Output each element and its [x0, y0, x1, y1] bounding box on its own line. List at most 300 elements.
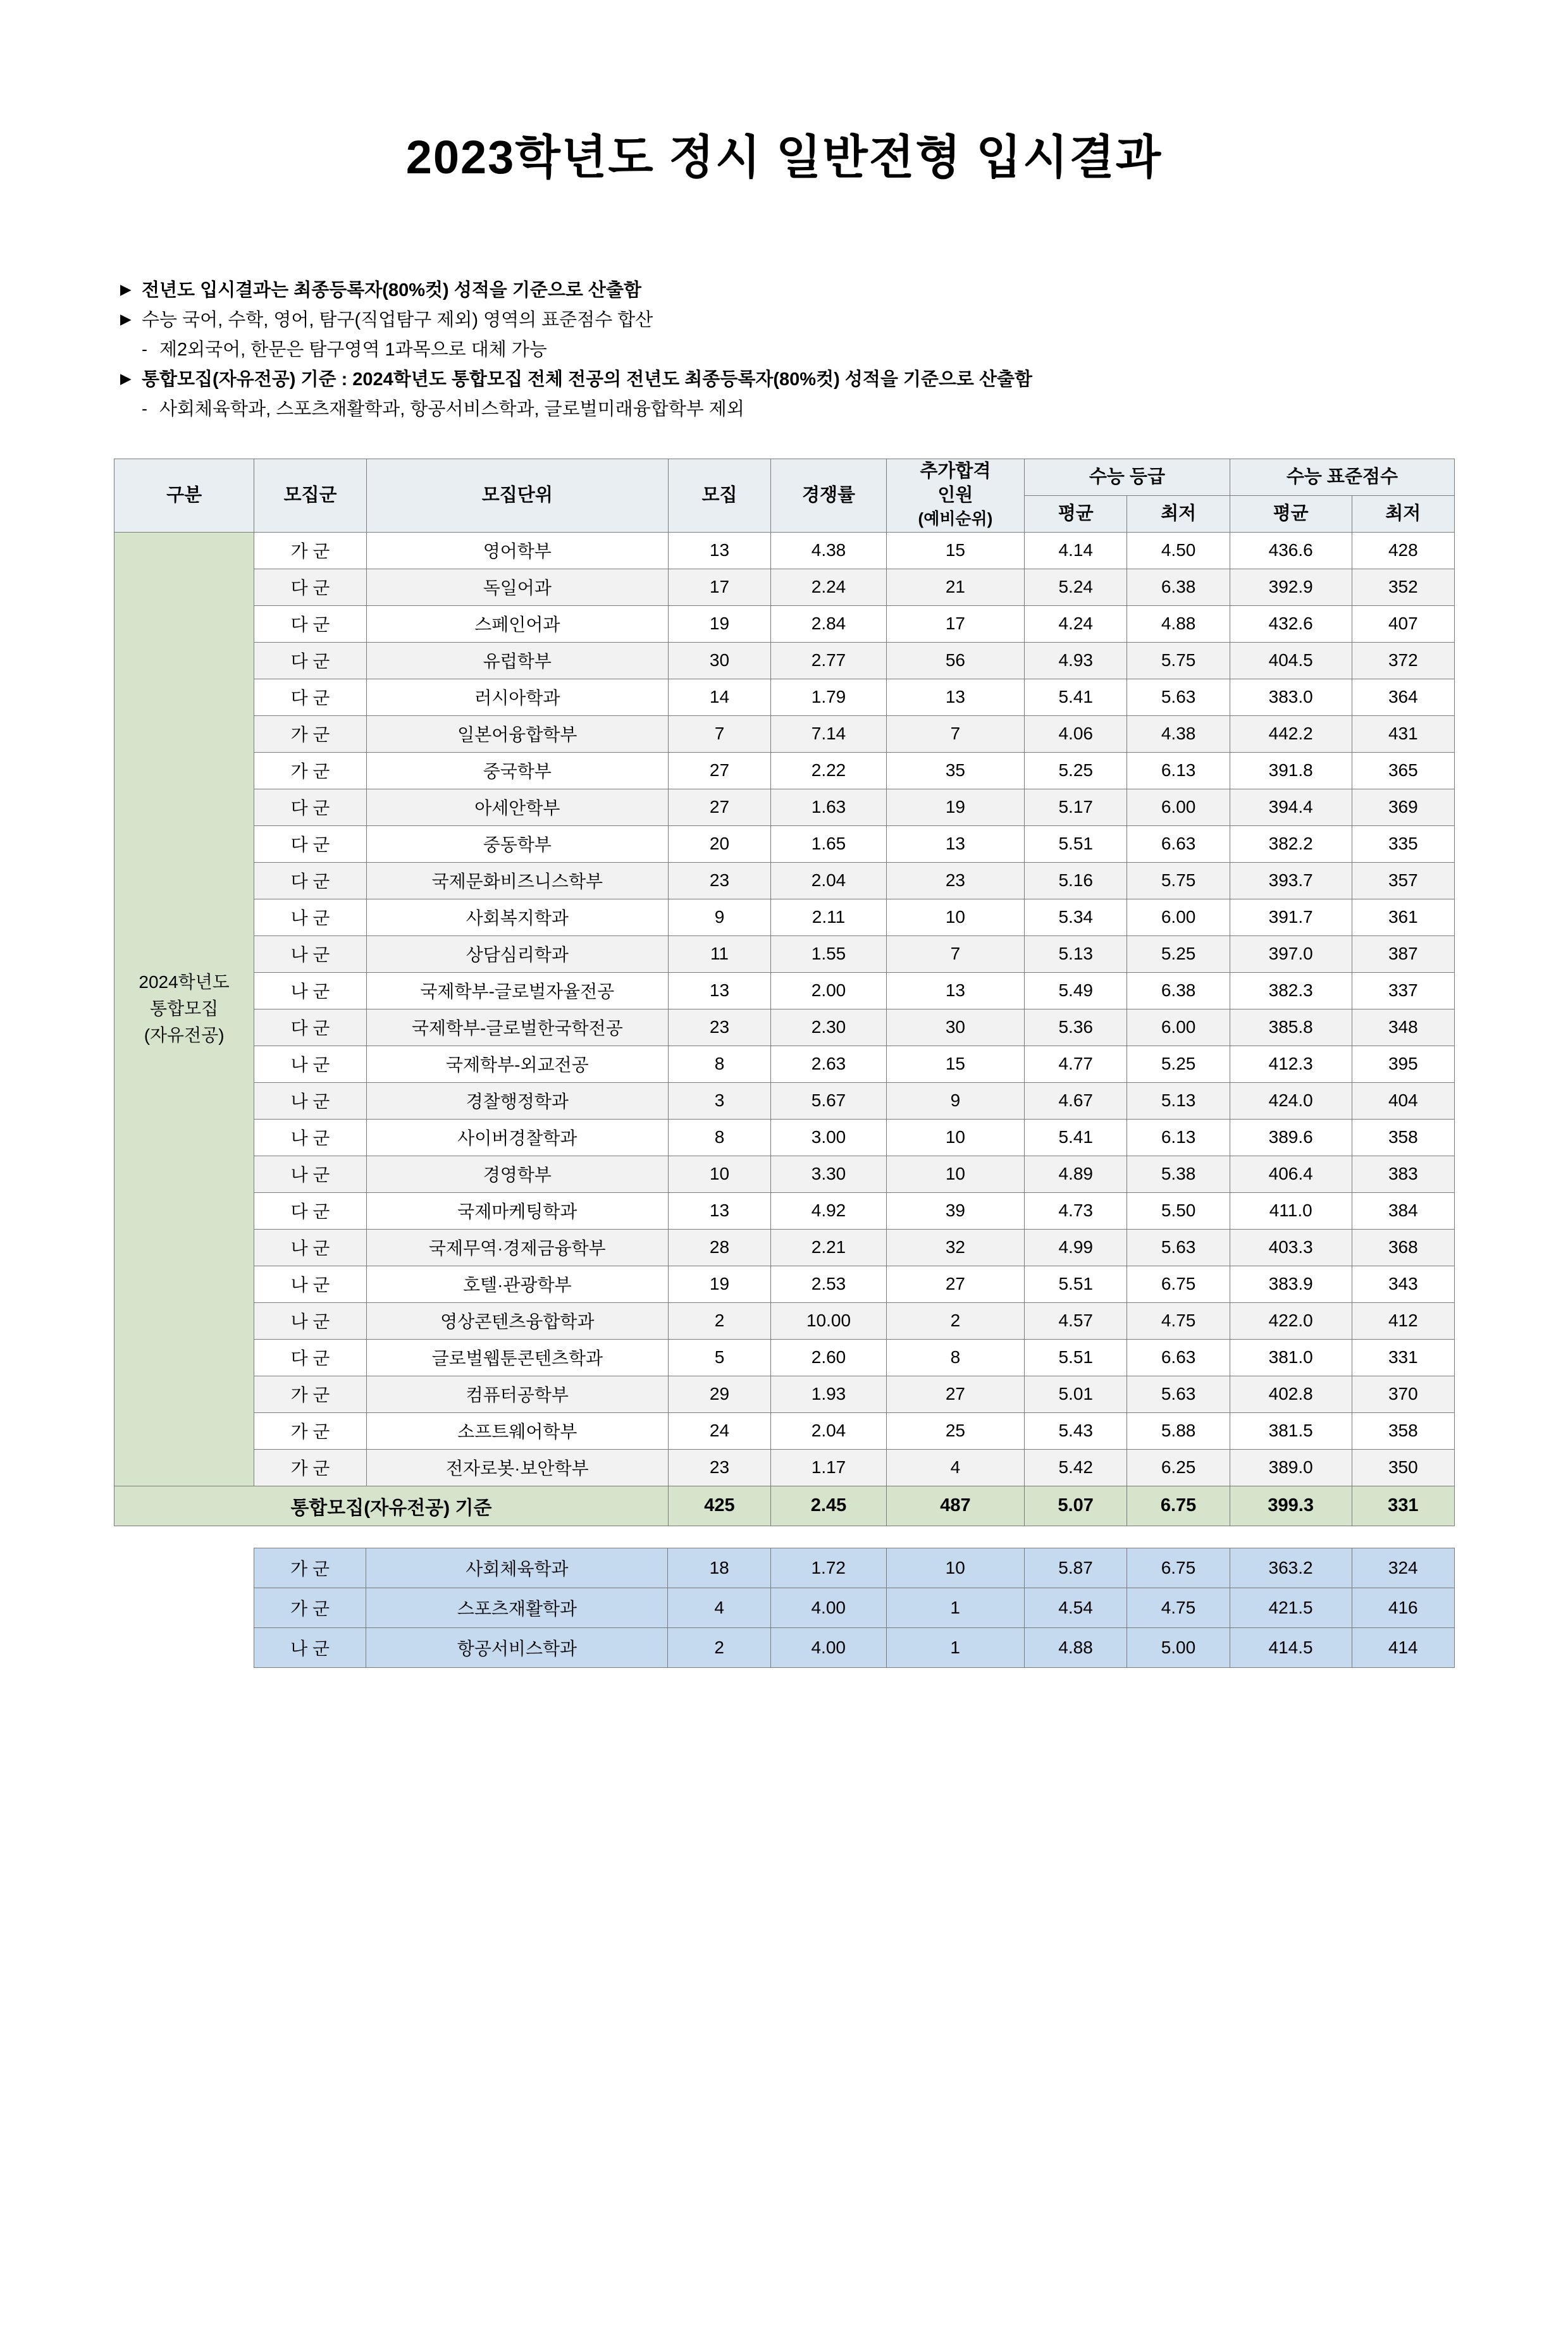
extra-cell: 1: [886, 1588, 1024, 1627]
score-min-cell: 384: [1352, 1192, 1454, 1229]
unit-cell: 유럽학부: [366, 642, 668, 679]
group-cell: 나 군: [254, 972, 367, 1009]
group-cell: 다 군: [254, 1009, 367, 1046]
unit-cell: 상담심리학과: [366, 935, 668, 972]
grade-min-cell: 6.63: [1127, 1339, 1230, 1376]
grade-avg-cell: 5.51: [1025, 1339, 1127, 1376]
table-row: [114, 1266, 1455, 1302]
recruit-cell: 23: [668, 1449, 770, 1486]
unit-cell: 일본어융합학부: [366, 715, 668, 752]
grade-avg-cell: 5.13: [1025, 935, 1127, 972]
table-row: [114, 1339, 1455, 1376]
total-score-min: 331: [1352, 1486, 1454, 1526]
unit-cell: 독일어과: [366, 569, 668, 605]
grade-avg-cell: 5.24: [1025, 569, 1127, 605]
score-avg-cell: 421.5: [1230, 1588, 1352, 1627]
table-row: [114, 1156, 1455, 1192]
score-avg-cell: 383.0: [1230, 679, 1352, 715]
grade-min-cell: 4.50: [1127, 532, 1230, 569]
unit-cell: 사회체육학과: [366, 1548, 668, 1588]
recruit-cell: 27: [668, 789, 770, 825]
grade-min-cell: 5.75: [1127, 862, 1230, 899]
score-min-cell: 395: [1352, 1046, 1454, 1082]
rate-cell: 4.00: [770, 1588, 886, 1627]
score-min-cell: 350: [1352, 1449, 1454, 1486]
score-avg-cell: 391.8: [1230, 752, 1352, 789]
unit-cell: 컴퓨터공학부: [366, 1376, 668, 1412]
note-text: 전년도 입시결과는 최종등록자(80%컷) 성적을 기준으로 산출함: [142, 280, 641, 300]
recruit-cell: 19: [668, 605, 770, 642]
table-row: [114, 972, 1455, 1009]
score-avg-cell: 363.2: [1230, 1548, 1352, 1588]
table-header: [114, 459, 1455, 532]
rate-cell: 2.30: [771, 1009, 887, 1046]
note-text: 통합모집(자유전공) 기준 : 2024학년도 통합모집 전체 전공의 전년도 최종등록자(80%컷) 성적을 기준으로 산출함: [142, 369, 1033, 390]
extra-cell: 35: [886, 752, 1024, 789]
table-row: [114, 1119, 1455, 1156]
rate-cell: 1.65: [771, 825, 887, 862]
group-cell: 다 군: [254, 642, 367, 679]
grade-min-cell: 6.38: [1127, 972, 1230, 1009]
total-grade-min: 6.75: [1127, 1486, 1230, 1526]
group-cell: 가 군: [254, 1548, 366, 1588]
grade-avg-cell: 5.41: [1025, 1119, 1127, 1156]
header-extra-line3: (예비순위): [918, 509, 993, 529]
recruit-cell: 29: [668, 1376, 770, 1412]
dash-icon: -: [142, 339, 147, 359]
header-score-min: 최저: [1352, 495, 1454, 532]
grade-avg-cell: 5.25: [1025, 752, 1127, 789]
recruit-cell: 10: [668, 1156, 770, 1192]
score-avg-cell: 389.0: [1230, 1449, 1352, 1486]
unit-cell: 러시아학과: [366, 679, 668, 715]
score-avg-cell: 382.2: [1230, 825, 1352, 862]
recruit-cell: 2: [668, 1302, 770, 1339]
total-row: [114, 1486, 1455, 1526]
header-recruit: 모집: [668, 459, 770, 532]
group-cell: 나 군: [254, 1229, 367, 1266]
score-avg-cell: 411.0: [1230, 1192, 1352, 1229]
score-min-cell: 365: [1352, 752, 1454, 789]
group-cell: 다 군: [254, 825, 367, 862]
score-avg-cell: 381.0: [1230, 1339, 1352, 1376]
extra-cell: 4: [886, 1449, 1024, 1486]
recruit-cell: 28: [668, 1229, 770, 1266]
score-avg-cell: 432.6: [1230, 605, 1352, 642]
score-min-cell: 337: [1352, 972, 1454, 1009]
grade-min-cell: 5.25: [1127, 935, 1230, 972]
excluded-majors-table: [114, 1548, 1455, 1668]
score-min-cell: 412: [1352, 1302, 1454, 1339]
score-min-cell: 387: [1352, 935, 1454, 972]
extra-cell: 10: [886, 1156, 1024, 1192]
grade-min-cell: 5.13: [1127, 1082, 1230, 1119]
recruit-cell: 19: [668, 1266, 770, 1302]
spacer-cell: [114, 1627, 254, 1667]
header-score-group: 수능 표준점수: [1230, 459, 1454, 495]
unit-cell: 경찰행정학과: [366, 1082, 668, 1119]
group-cell: 나 군: [254, 1302, 367, 1339]
score-min-cell: 352: [1352, 569, 1454, 605]
score-min-cell: 416: [1352, 1588, 1455, 1627]
extra-cell: 32: [886, 1229, 1024, 1266]
score-min-cell: 404: [1352, 1082, 1454, 1119]
table-row: [114, 569, 1455, 605]
rate-cell: 1.63: [771, 789, 887, 825]
grade-avg-cell: 5.17: [1025, 789, 1127, 825]
recruit-cell: 8: [668, 1119, 770, 1156]
extra-cell: 13: [886, 972, 1024, 1009]
extra-cell: 1: [886, 1627, 1024, 1667]
header-unit: 모집단위: [366, 459, 668, 532]
unit-cell: 글로벌웹툰콘텐츠학과: [366, 1339, 668, 1376]
extra-cell: 30: [886, 1009, 1024, 1046]
grade-min-cell: 4.75: [1127, 1302, 1230, 1339]
grade-min-cell: 5.25: [1127, 1046, 1230, 1082]
unit-cell: 사회복지학과: [366, 899, 668, 935]
extra-cell: 10: [886, 1548, 1024, 1588]
extra-cell: 27: [886, 1266, 1024, 1302]
header-extra-line1: 추가합격: [920, 460, 991, 481]
grade-avg-cell: 4.93: [1025, 642, 1127, 679]
grade-min-cell: 6.25: [1127, 1449, 1230, 1486]
grade-min-cell: 6.00: [1127, 789, 1230, 825]
extra-cell: 10: [886, 1119, 1024, 1156]
recruit-cell: 20: [668, 825, 770, 862]
rate-cell: 10.00: [771, 1302, 887, 1339]
recruit-cell: 27: [668, 752, 770, 789]
group-cell: 가 군: [254, 532, 367, 569]
unit-cell: 중동학부: [366, 825, 668, 862]
admission-results-table: [114, 459, 1455, 1526]
table-row: [114, 605, 1455, 642]
recruit-cell: 2: [668, 1627, 770, 1667]
rate-cell: 2.00: [771, 972, 887, 1009]
extra-cell: 8: [886, 1339, 1024, 1376]
score-avg-cell: 404.5: [1230, 642, 1352, 679]
group-cell: 나 군: [254, 1156, 367, 1192]
group-cell: 나 군: [254, 1046, 367, 1082]
group-cell: 다 군: [254, 789, 367, 825]
score-min-cell: 348: [1352, 1009, 1454, 1046]
extra-cell: 23: [886, 862, 1024, 899]
grade-min-cell: 5.38: [1127, 1156, 1230, 1192]
note-line: [120, 365, 1454, 395]
extra-cell: 25: [886, 1412, 1024, 1449]
note-text: 사회체육학과, 스포츠재활학과, 항공서비스학과, 글로벌미래융합학부 제외: [159, 398, 744, 419]
grade-avg-cell: 5.01: [1025, 1376, 1127, 1412]
recruit-cell: 13: [668, 972, 770, 1009]
recruit-cell: 8: [668, 1046, 770, 1082]
grade-min-cell: 4.38: [1127, 715, 1230, 752]
recruit-cell: 3: [668, 1082, 770, 1119]
recruit-cell: 14: [668, 679, 770, 715]
unit-cell: 사이버경찰학과: [366, 1119, 668, 1156]
group-cell: 가 군: [254, 752, 367, 789]
score-avg-cell: 385.8: [1230, 1009, 1352, 1046]
group-cell: 다 군: [254, 1339, 367, 1376]
total-grade-avg: 5.07: [1025, 1486, 1127, 1526]
grade-avg-cell: 5.51: [1025, 825, 1127, 862]
group-cell: 나 군: [254, 935, 367, 972]
recruit-cell: 7: [668, 715, 770, 752]
unit-cell: 경영학부: [366, 1156, 668, 1192]
rate-cell: 5.67: [771, 1082, 887, 1119]
table-row: [114, 1192, 1455, 1229]
grade-min-cell: 6.63: [1127, 825, 1230, 862]
table-row: [114, 1412, 1455, 1449]
score-avg-cell: 422.0: [1230, 1302, 1352, 1339]
score-min-cell: 372: [1352, 642, 1454, 679]
rate-cell: 2.84: [771, 605, 887, 642]
gubun-cell: [114, 532, 254, 1486]
extra-cell: 10: [886, 899, 1024, 935]
excluded-table-row: [114, 1627, 1455, 1667]
recruit-cell: 24: [668, 1412, 770, 1449]
table-row: [114, 1082, 1455, 1119]
note-line: [120, 335, 1454, 365]
score-min-cell: 370: [1352, 1376, 1454, 1412]
total-extra: 487: [886, 1486, 1024, 1526]
rate-cell: 2.53: [771, 1266, 887, 1302]
header-extra-accept: [886, 459, 1024, 532]
spacer-cell: [114, 1588, 254, 1627]
unit-cell: 중국학부: [366, 752, 668, 789]
rate-cell: 2.60: [771, 1339, 887, 1376]
grade-avg-cell: 4.88: [1024, 1627, 1127, 1667]
table-row: [114, 642, 1455, 679]
grade-min-cell: 6.00: [1127, 1009, 1230, 1046]
score-avg-cell: 397.0: [1230, 935, 1352, 972]
rate-cell: 2.11: [771, 899, 887, 935]
notes-block: [120, 276, 1454, 424]
score-avg-cell: 393.7: [1230, 862, 1352, 899]
total-label: 통합모집(자유전공) 기준: [114, 1486, 669, 1526]
score-min-cell: 343: [1352, 1266, 1454, 1302]
triangle-bullet-icon: ▶: [120, 310, 132, 327]
score-min-cell: 428: [1352, 532, 1454, 569]
triangle-bullet-icon: ▶: [120, 281, 132, 297]
grade-avg-cell: 5.43: [1025, 1412, 1127, 1449]
triangle-bullet-icon: ▶: [120, 369, 132, 386]
table-row: [114, 825, 1455, 862]
score-avg-cell: 412.3: [1230, 1046, 1352, 1082]
recruit-cell: 17: [668, 569, 770, 605]
score-min-cell: 358: [1352, 1119, 1454, 1156]
excluded-table-row: [114, 1588, 1455, 1627]
score-avg-cell: 442.2: [1230, 715, 1352, 752]
table-row: [114, 789, 1455, 825]
unit-cell: 영어학부: [366, 532, 668, 569]
score-avg-cell: 436.6: [1230, 532, 1352, 569]
note-line: [120, 395, 1454, 424]
recruit-cell: 9: [668, 899, 770, 935]
score-avg-cell: 389.6: [1230, 1119, 1352, 1156]
unit-cell: 스페인어과: [366, 605, 668, 642]
total-recruit: 425: [668, 1486, 770, 1526]
grade-min-cell: 6.13: [1127, 1119, 1230, 1156]
score-avg-cell: 402.8: [1230, 1376, 1352, 1412]
grade-min-cell: 5.63: [1127, 679, 1230, 715]
extra-cell: 9: [886, 1082, 1024, 1119]
grade-min-cell: 6.75: [1127, 1266, 1230, 1302]
grade-avg-cell: 5.34: [1025, 899, 1127, 935]
score-avg-cell: 424.0: [1230, 1082, 1352, 1119]
rate-cell: 1.55: [771, 935, 887, 972]
rate-cell: 2.22: [771, 752, 887, 789]
score-min-cell: 368: [1352, 1229, 1454, 1266]
extra-cell: 2: [886, 1302, 1024, 1339]
score-min-cell: 364: [1352, 679, 1454, 715]
header-extra-line2: 인원: [937, 484, 973, 505]
note-line: [120, 276, 1454, 305]
table-row: [114, 899, 1455, 935]
header-rate: 경쟁률: [771, 459, 887, 532]
grade-avg-cell: 4.57: [1025, 1302, 1127, 1339]
total-score-avg: 399.3: [1230, 1486, 1352, 1526]
header-gubun: 구분: [114, 459, 254, 532]
rate-cell: 1.72: [770, 1548, 886, 1588]
score-min-cell: 335: [1352, 825, 1454, 862]
rate-cell: 2.04: [771, 1412, 887, 1449]
extra-cell: 13: [886, 679, 1024, 715]
score-min-cell: 358: [1352, 1412, 1454, 1449]
recruit-cell: 5: [668, 1339, 770, 1376]
grade-avg-cell: 5.87: [1024, 1548, 1127, 1588]
score-min-cell: 414: [1352, 1627, 1455, 1667]
gubun-line2: 통합모집: [150, 999, 219, 1019]
unit-cell: 아세안학부: [366, 789, 668, 825]
rate-cell: 3.30: [771, 1156, 887, 1192]
grade-avg-cell: 5.42: [1025, 1449, 1127, 1486]
gubun-line3: (자유전공): [144, 1025, 225, 1046]
grade-min-cell: 6.13: [1127, 752, 1230, 789]
table-row: [114, 715, 1455, 752]
unit-cell: 국제학부-글로벌한국학전공: [366, 1009, 668, 1046]
grade-min-cell: 4.88: [1127, 605, 1230, 642]
grade-avg-cell: 4.77: [1025, 1046, 1127, 1082]
grade-avg-cell: 5.36: [1025, 1009, 1127, 1046]
grade-avg-cell: 4.89: [1025, 1156, 1127, 1192]
table-row: [114, 1229, 1455, 1266]
score-avg-cell: 381.5: [1230, 1412, 1352, 1449]
grade-min-cell: 6.38: [1127, 569, 1230, 605]
gubun-line1: 2024학년도: [139, 972, 230, 992]
score-avg-cell: 382.3: [1230, 972, 1352, 1009]
group-cell: 다 군: [254, 569, 367, 605]
unit-cell: 전자로봇·보안학부: [366, 1449, 668, 1486]
score-avg-cell: 406.4: [1230, 1156, 1352, 1192]
score-avg-cell: 383.9: [1230, 1266, 1352, 1302]
score-avg-cell: 391.7: [1230, 899, 1352, 935]
group-cell: 다 군: [254, 605, 367, 642]
group-cell: 다 군: [254, 679, 367, 715]
recruit-cell: 23: [668, 1009, 770, 1046]
group-cell: 나 군: [254, 1082, 367, 1119]
group-cell: 나 군: [254, 1119, 367, 1156]
grade-min-cell: 5.75: [1127, 642, 1230, 679]
score-min-cell: 369: [1352, 789, 1454, 825]
header-grade-avg: 평균: [1025, 495, 1127, 532]
header-score-avg: 평균: [1230, 495, 1352, 532]
unit-cell: 국제학부-외교전공: [366, 1046, 668, 1082]
recruit-cell: 13: [668, 532, 770, 569]
score-min-cell: 383: [1352, 1156, 1454, 1192]
excluded-table-body: [114, 1548, 1455, 1667]
group-cell: 나 군: [254, 1266, 367, 1302]
extra-cell: 15: [886, 1046, 1024, 1082]
rate-cell: 4.38: [771, 532, 887, 569]
score-min-cell: 361: [1352, 899, 1454, 935]
rate-cell: 2.04: [771, 862, 887, 899]
table-row: [114, 1449, 1455, 1486]
extra-cell: 19: [886, 789, 1024, 825]
table-row: [114, 1046, 1455, 1082]
group-cell: 다 군: [254, 1192, 367, 1229]
extra-cell: 21: [886, 569, 1024, 605]
unit-cell: 영상콘텐츠융합학과: [366, 1302, 668, 1339]
group-cell: 가 군: [254, 1588, 366, 1627]
extra-cell: 39: [886, 1192, 1024, 1229]
unit-cell: 국제무역·경제금융학부: [366, 1229, 668, 1266]
extra-cell: 17: [886, 605, 1024, 642]
recruit-cell: 30: [668, 642, 770, 679]
table-row: [114, 1009, 1455, 1046]
score-avg-cell: 394.4: [1230, 789, 1352, 825]
table-row: [114, 1302, 1455, 1339]
table-row: [114, 935, 1455, 972]
rate-cell: 3.00: [771, 1119, 887, 1156]
grade-avg-cell: 5.51: [1025, 1266, 1127, 1302]
rate-cell: 7.14: [771, 715, 887, 752]
dash-icon: -: [142, 398, 147, 418]
extra-cell: 7: [886, 935, 1024, 972]
group-cell: 가 군: [254, 1449, 367, 1486]
table-row: [114, 679, 1455, 715]
rate-cell: 1.79: [771, 679, 887, 715]
note-text: 제2외국어, 한문은 탐구영역 1과목으로 대체 가능: [159, 339, 547, 360]
group-cell: 나 군: [254, 1627, 366, 1667]
grade-min-cell: 5.63: [1127, 1376, 1230, 1412]
grade-avg-cell: 4.67: [1025, 1082, 1127, 1119]
grade-avg-cell: 4.99: [1025, 1229, 1127, 1266]
table-row: [114, 532, 1455, 569]
grade-min-cell: 5.00: [1127, 1627, 1230, 1667]
recruit-cell: 18: [668, 1548, 770, 1588]
rate-cell: 4.00: [770, 1627, 886, 1667]
extra-cell: 27: [886, 1376, 1024, 1412]
grade-min-cell: 6.00: [1127, 899, 1230, 935]
score-avg-cell: 414.5: [1230, 1627, 1352, 1667]
extra-cell: 13: [886, 825, 1024, 862]
unit-cell: 소프트웨어학부: [366, 1412, 668, 1449]
note-line: [120, 305, 1454, 335]
extra-cell: 7: [886, 715, 1024, 752]
grade-min-cell: 5.88: [1127, 1412, 1230, 1449]
score-min-cell: 331: [1352, 1339, 1454, 1376]
group-cell: 가 군: [254, 1412, 367, 1449]
excluded-table-row: [114, 1548, 1455, 1588]
score-avg-cell: 392.9: [1230, 569, 1352, 605]
document-page: [0, 120, 1568, 2339]
recruit-cell: 11: [668, 935, 770, 972]
grade-avg-cell: 4.24: [1025, 605, 1127, 642]
table-row: [114, 752, 1455, 789]
score-min-cell: 407: [1352, 605, 1454, 642]
unit-cell: 항공서비스학과: [366, 1627, 668, 1667]
table-body: [114, 532, 1455, 1526]
rate-cell: 2.63: [771, 1046, 887, 1082]
